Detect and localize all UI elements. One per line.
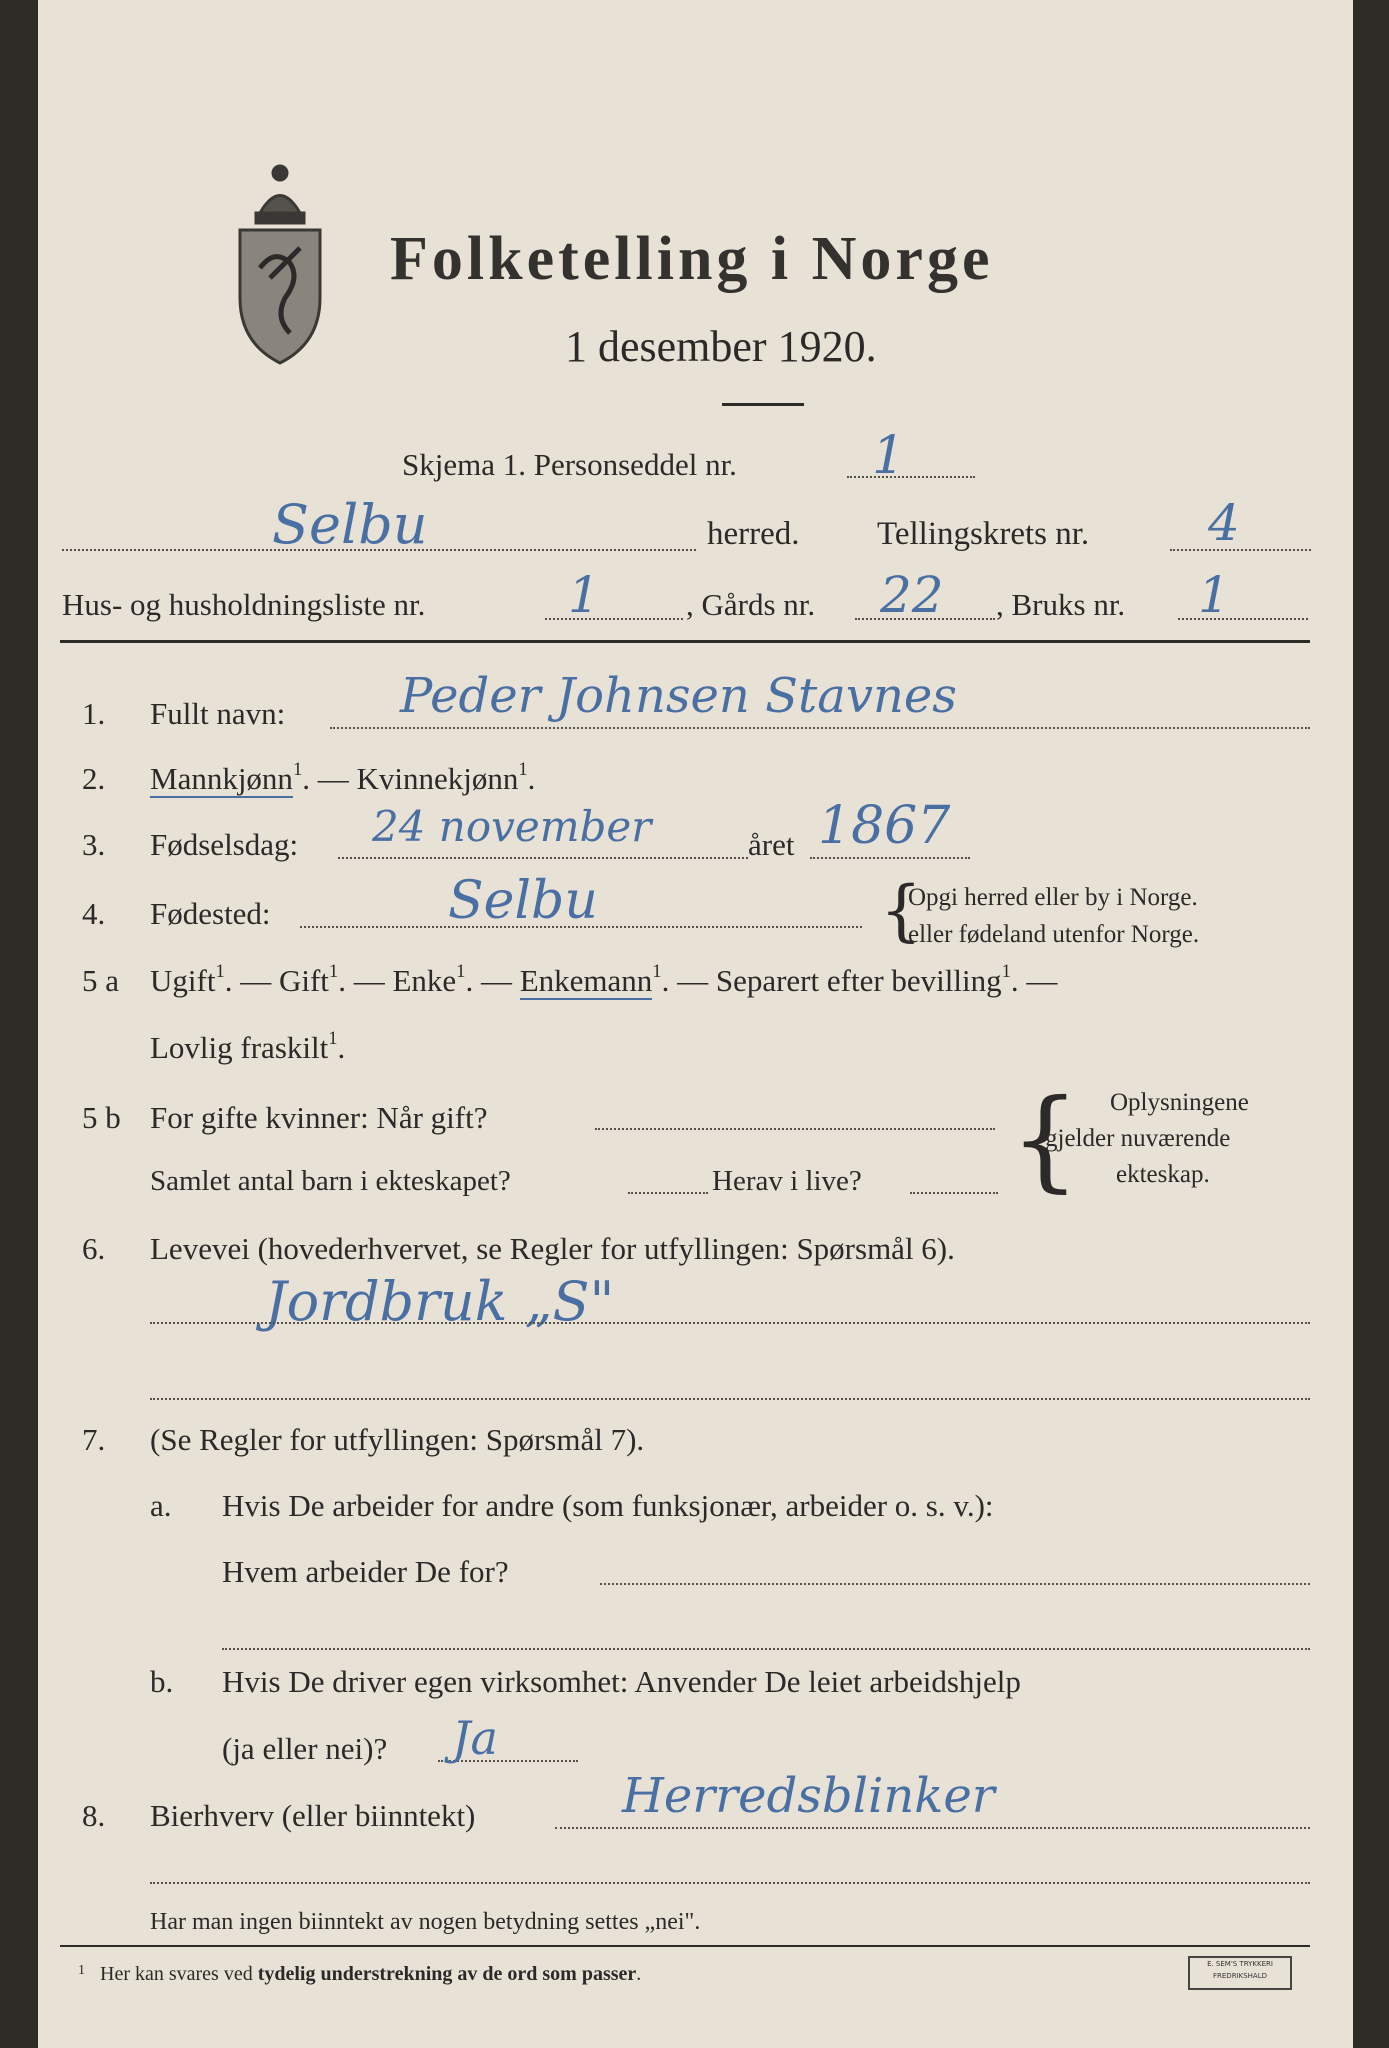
q8-field-2[interactable] <box>150 1882 1310 1884</box>
q5b-label: For gifte kvinner: Når gift? <box>150 1100 488 1135</box>
q2-option-female[interactable]: Kvinnekjønn <box>356 761 519 796</box>
tellingskrets-label: Tellingskrets nr. <box>877 516 1090 552</box>
norway-coat-of-arms-icon <box>230 158 330 368</box>
q1-label: Fullt navn: <box>150 696 286 731</box>
q3-label: Fødselsdag: <box>150 827 299 862</box>
q2-number: 2. <box>82 761 106 796</box>
printer-line-1: E. SEM'S TRYKKERI <box>1207 1960 1273 1968</box>
q2-separator: . — <box>302 761 357 796</box>
q4-note-brace: { <box>880 872 922 949</box>
q5b-note-3: ekteskap. <box>1116 1161 1210 1188</box>
q7a-label: Hvis De arbeider for andre (som funksjonær, arbeider o. s. v.): <box>222 1488 994 1523</box>
q3-day-field[interactable] <box>338 857 748 859</box>
hus-field[interactable] <box>545 618 683 620</box>
q5b-barn-label: Samlet antal barn i ekteskapet? <box>150 1165 511 1197</box>
q6-label: Levevei (hovederhvervet, se Regler for utfyllingen: Spørsmål 6). <box>150 1231 955 1266</box>
q3-value: 24 november <box>372 802 652 851</box>
q2-options <box>150 759 536 796</box>
q3-year-label: året <box>748 827 795 862</box>
q5a-enkemann-footnote: 1 <box>652 961 662 982</box>
q5a-ugift-footnote: 1 <box>215 961 225 982</box>
q5a-option-separert[interactable]: . — Separert efter bevilling <box>661 963 1002 998</box>
q2-option-male[interactable]: Mannkjønn <box>150 761 293 796</box>
q5a-lovlig <box>150 1028 346 1065</box>
scan-edge-left <box>0 0 38 2048</box>
q5a-lovlig-footnote: 1 <box>328 1028 338 1049</box>
q7b-value: Ja <box>452 1711 498 1765</box>
q7b-label: Hvis De driver egen virksomhet: Anvender De leiet arbeidshjelp <box>222 1664 1021 1699</box>
scan-edge-right <box>1353 0 1389 2048</box>
q5a-option-enkemann[interactable]: Enkemann <box>519 963 653 998</box>
q5b-live-label: Herav i live? <box>712 1165 862 1197</box>
printer-line-2: FREDRIKSHALD <box>1212 1972 1267 1980</box>
footnote-end: . <box>636 1963 642 1985</box>
tellingskrets-value: 4 <box>1208 494 1240 552</box>
q5a-separert-footnote: 1 <box>1001 961 1011 982</box>
herred-label: herred. <box>707 516 800 552</box>
bruks-value: 1 <box>1198 566 1230 624</box>
q7a-field-1[interactable] <box>600 1583 1310 1585</box>
q5b-gift-field[interactable] <box>595 1128 995 1130</box>
bruks-label: , Bruks nr. <box>996 587 1126 622</box>
q7-label: (Se Regler for utfyllingen: Spørsmål 7). <box>150 1422 645 1457</box>
gards-label: , Gårds nr. <box>686 587 816 622</box>
q7a-field-2[interactable] <box>222 1648 1310 1650</box>
footnote-pre: Her kan svares ved <box>100 1963 258 1985</box>
q5a-options <box>150 961 1058 998</box>
q4-note-2: eller fødeland utenfor Norge. <box>908 921 1200 948</box>
q5a-gift-footnote: 1 <box>328 961 339 982</box>
q2-male-footnote: 1 <box>292 759 303 780</box>
no-income-note: Har man ingen biinntekt av nogen betydning settes „nei". <box>150 1909 701 1935</box>
hus-value: 1 <box>568 566 600 624</box>
footnote-marker: 1 <box>78 1963 85 1978</box>
q4-note-1: Opgi herred eller by i Norge. <box>908 884 1198 911</box>
q5a-option-ugift[interactable]: Ugift <box>150 963 216 998</box>
q7a-letter: a. <box>150 1488 172 1523</box>
q2-end: . <box>527 761 536 796</box>
q5b-number: 5 b <box>82 1100 121 1135</box>
q2-female-footnote: 1 <box>518 759 528 780</box>
q4-number: 4. <box>82 896 106 931</box>
q1-number: 1. <box>82 696 106 731</box>
q7b-letter: b. <box>150 1664 174 1699</box>
q5a-number: 5 a <box>82 963 120 998</box>
q7b-ja-label: (ja eller nei)? <box>222 1731 388 1766</box>
q5b-note-brace: { <box>1010 1075 1080 1203</box>
q4-label: Fødested: <box>150 896 271 931</box>
footnote-bold: tydelig understrekning av de ord som passer <box>257 1963 637 1985</box>
q8-value: Herredsblinker <box>622 1768 995 1824</box>
q5b-live-field[interactable] <box>910 1192 998 1194</box>
q7-number: 7. <box>82 1422 106 1457</box>
tellingskrets-field[interactable] <box>1170 549 1311 551</box>
printer-stamp <box>1188 1956 1292 1990</box>
q1-value: Peder Johnsen Stavnes <box>400 668 957 724</box>
q4-value: Selbu <box>448 871 598 931</box>
footnote-rule <box>60 1945 1310 1947</box>
q3-year-field[interactable] <box>810 857 970 859</box>
hus-label: Hus- og husholdningsliste nr. <box>62 587 426 622</box>
q7a-hvem-label: Hvem arbeider De for? <box>222 1554 509 1589</box>
footnote <box>78 1964 641 1984</box>
census-date: 1 desember 1920. <box>565 322 877 371</box>
q5b-note-2: gjelder nuværende <box>1045 1125 1231 1152</box>
herred-value: Selbu <box>272 493 428 556</box>
q5a-separator: . — <box>465 963 520 998</box>
q6-number: 6. <box>82 1231 106 1266</box>
q6-value: Jordbruk „S" <box>265 1270 615 1333</box>
skjema-field[interactable] <box>847 476 975 478</box>
q5a-end: . — <box>1010 963 1058 998</box>
header-rule <box>60 640 1310 643</box>
title-divider <box>722 403 804 406</box>
q5a-lovlig-end: . <box>337 1030 346 1065</box>
q8-number: 8. <box>82 1798 106 1833</box>
q1-field[interactable] <box>330 727 1310 729</box>
form-title: Folketelling i Norge <box>390 225 994 293</box>
q5a-option-enke[interactable]: . — Enke <box>338 963 457 998</box>
q5a-option-gift[interactable]: . — Gift <box>224 963 329 998</box>
q6-field-1[interactable] <box>150 1322 1310 1324</box>
skjema-value: 1 <box>872 426 906 486</box>
gards-value: 22 <box>880 566 944 624</box>
q3-year-value: 1867 <box>818 796 951 856</box>
skjema-label: Skjema 1. Personseddel nr. <box>402 447 737 482</box>
q5b-barn-field[interactable] <box>628 1192 708 1194</box>
q3-number: 3. <box>82 827 106 862</box>
q5a-enke-footnote: 1 <box>456 961 466 982</box>
q8-field-1[interactable] <box>555 1827 1310 1829</box>
q6-field-2[interactable] <box>150 1398 1310 1400</box>
q8-label: Bierhverv (eller biinntekt) <box>150 1798 476 1833</box>
q5b-note-1: Oplysningene <box>1110 1089 1249 1116</box>
q5a-option-lovlig[interactable]: Lovlig fraskilt <box>150 1030 329 1065</box>
